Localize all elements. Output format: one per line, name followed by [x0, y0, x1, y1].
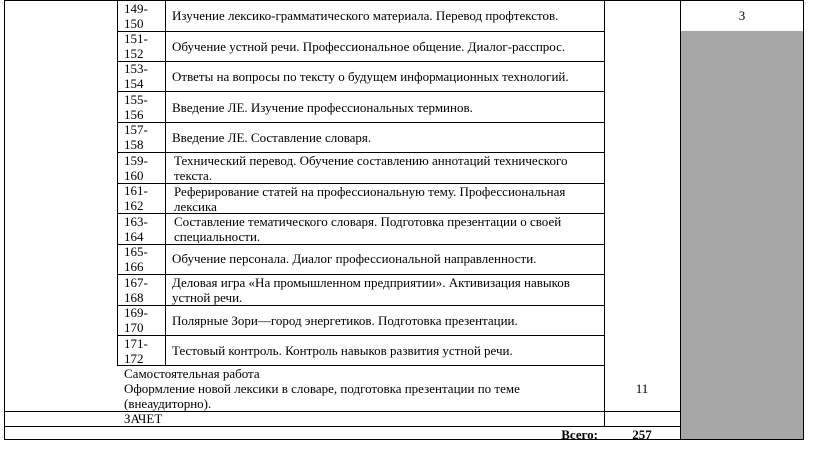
row-divider — [4, 411, 680, 412]
lesson-number: 159-160 — [124, 153, 148, 183]
lesson-number: 161-162 — [124, 183, 148, 213]
lesson-hours: 3 — [738, 8, 746, 23]
total-value: 257 — [632, 427, 652, 442]
lesson-number: 165-166 — [124, 244, 148, 274]
lesson-topic: Ответы на вопросы по тексту о будущем информационных технологий. — [172, 69, 569, 84]
column-divider — [680, 0, 681, 440]
lesson-number: 157-158 — [124, 122, 148, 152]
lesson-number: 155-156 — [124, 92, 148, 122]
lesson-topic: Введение ЛЕ. Изучение профессиональных терминов. — [172, 100, 473, 115]
lesson-topic: Обучение устной речи. Профессиональное общение. Диалог-расспрос. — [172, 39, 566, 54]
lesson-number: 151-152 — [124, 31, 148, 61]
total-label: Всего: — [561, 427, 598, 442]
row-divider — [117, 244, 604, 245]
lesson-topic: Реферирование статей на профессиональную тему. Профессиональная лексика — [174, 184, 566, 214]
self-work-hours: 11 — [635, 381, 649, 396]
lesson-number: 169-170 — [124, 305, 148, 335]
lesson-topic: Изучение лексико-грамматического материала. Перевод профтекстов. — [172, 8, 559, 23]
self-work-title: Самостоятельная работа — [124, 366, 260, 381]
lesson-topic: Обучение персонала. Диалог профессиональной направленности. — [172, 251, 537, 266]
lesson-number: 149-150 — [124, 1, 148, 31]
lesson-topic: Деловая игра «На промышленном предприятии». Активизация навыков устной речи. — [172, 275, 570, 305]
lesson-topic: Составление тематического словаря. Подготовка презентации о своей специальности. — [174, 214, 562, 244]
credit-label: ЗАЧЕТ — [124, 411, 163, 426]
lesson-number: 153-154 — [124, 61, 148, 91]
lesson-topic: Технический перевод. Обучение составлению аннотаций технического текста. — [174, 153, 568, 183]
lesson-topic: Введение ЛЕ. Составление словаря. — [172, 130, 372, 145]
lesson-number: 171-172 — [124, 336, 148, 366]
lesson-number: 163-164 — [124, 214, 148, 244]
column-divider — [604, 0, 605, 426]
row-divider — [117, 31, 604, 32]
lesson-topic: Полярные Зори—город энергетиков. Подготовка презентации. — [172, 313, 518, 328]
row-divider — [117, 335, 604, 336]
lesson-number: 167-168 — [124, 275, 148, 305]
row-divider — [117, 305, 604, 306]
row-divider — [117, 91, 604, 92]
self-work-text: Оформление новой лексики в словаре, подготовка презентации по теме (внеаудиторно). — [124, 381, 520, 411]
row-divider — [117, 122, 604, 123]
lesson-topic: Тестовый контроль. Контроль навыков развития устной речи. — [172, 343, 513, 358]
row-divider — [117, 61, 604, 62]
